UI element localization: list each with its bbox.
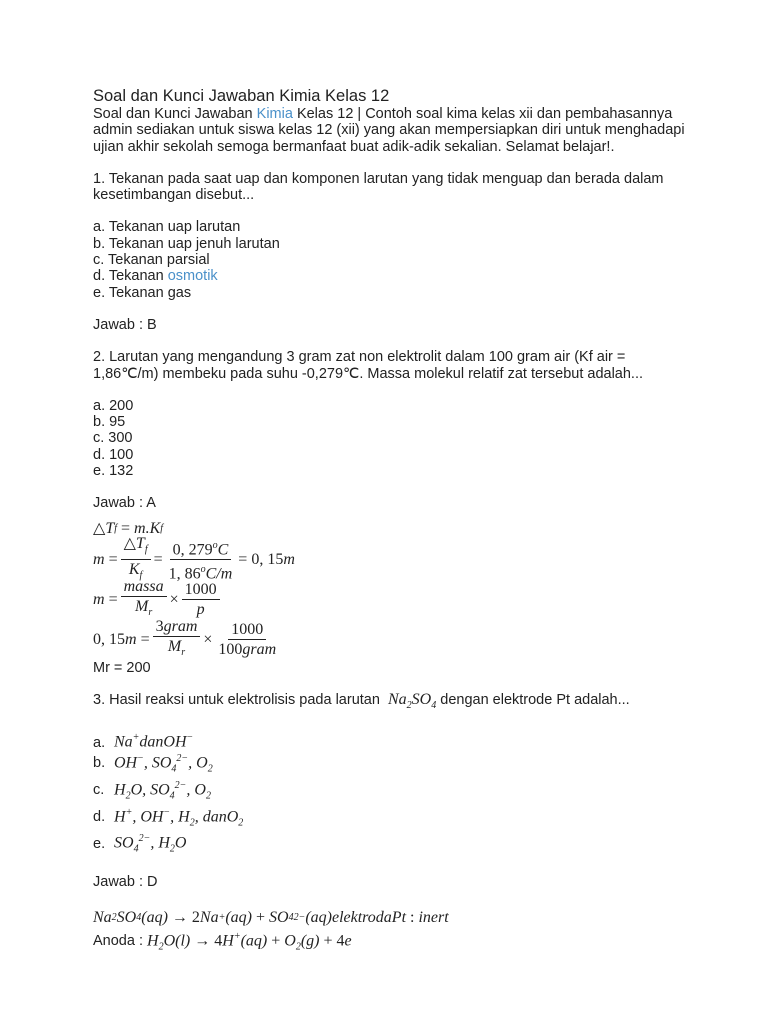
anoda-equation: $H_2O(l) \to 4H^+(aq) + O_2(g) + 4e$ xyxy=(147,930,352,953)
formula-m-massa: m = $\frac{\text{massa}}{M_r}$ × $\frac{1000}{p}$ xyxy=(93,580,693,620)
formula-substitution: 0, 15 m = $\frac{\text{3gram}}{M_r}$ × $\frac{1000}{\text{100gram}}$ xyxy=(93,618,277,659)
anoda-label: Anoda : xyxy=(93,932,143,949)
q3-option-a-formula: Na+danOH− xyxy=(114,732,194,751)
q3-option-d-label: d. xyxy=(93,809,106,825)
osmotik-link[interactable]: osmotik xyxy=(167,268,218,285)
q1-option-a: a. Tekanan uap larutan xyxy=(93,219,241,236)
q3-option-c-label: c. xyxy=(93,782,105,799)
q3-option-d-formula: H+, OH−, $H_2$, danO$_2$ xyxy=(114,806,244,829)
q2-option-e: e. 132 xyxy=(93,463,134,480)
q1-option-e: e. Tekanan gas xyxy=(93,284,192,301)
page-title: Soal dan Kunci Jawaban Kimia Kelas 12 xyxy=(93,87,390,105)
q3-option-a-label: a. xyxy=(93,734,106,751)
q1-option-d xyxy=(93,268,693,284)
q3-option-e-formula: $SO_4^{2-}$, $H_2O$ xyxy=(114,833,187,855)
formula-m-calculation: m = $\frac{\triangle T_f}{K_f}$ = $\frac{0, 279^oC}{1, 86^oC/m}$ = 0, 15 m xyxy=(93,534,295,583)
q2-option-c: c. 300 xyxy=(93,430,133,447)
q3-text-start: 3. Hasil reaksi untuk elektrolisis pada larutan xyxy=(93,691,380,708)
q2-result: Mr = 200 xyxy=(93,659,151,676)
q3-answer: Jawab : D xyxy=(93,874,158,891)
intro-text-end: Kelas 12 | Contoh soal kima kelas xii dan pembahasannya admin sediakan untuk siswa kelas 12 (xii) yang akan mempersiapkan diri untuk menghadapi ujian akhir sekolah semoga bermanfaat buat adik-adik sekalian. Selamat belajar!. xyxy=(93,106,685,155)
q3-option-c xyxy=(93,778,693,805)
question-3 xyxy=(93,692,693,714)
reaction-equation: Na 2 SO 4 (aq) → 2 Na + (aq) + SO 4 2− (aq)elektrodaPt : inert xyxy=(93,908,449,926)
intro-text-start: Soal dan Kunci Jawaban xyxy=(93,106,257,122)
intro-paragraph xyxy=(93,106,693,155)
formula-delta-tf: △ T f = m.K f xyxy=(93,519,164,537)
q2-option-a: a. 200 xyxy=(93,397,134,414)
question-1: 1. Tekanan pada saat uap dan komponen larutan yang tidak menguap dan berada dalam kesetimbangan disebut... xyxy=(93,170,664,204)
q2-formula-block xyxy=(93,518,693,660)
q3-option-d xyxy=(93,805,693,832)
q1-option-d-text: d. Tekanan xyxy=(93,268,168,285)
q3-option-e-label: e. xyxy=(93,835,106,852)
q1-option-b: b. Tekanan uap jenuh larutan xyxy=(93,235,280,252)
anoda-line xyxy=(93,929,693,956)
q3-option-b-formula: OH−, $SO_4^{2-}$, $O_2$ xyxy=(114,753,213,775)
na2so4-formula: $Na_2SO_4$ xyxy=(387,690,437,712)
document-body xyxy=(93,86,693,955)
q1-answer: Jawab : B xyxy=(93,316,157,333)
q3-option-b xyxy=(93,751,693,778)
q3-option-e xyxy=(93,831,693,858)
q1-option-c: c. Tekanan parsial xyxy=(93,252,210,269)
q3-text-end: dengan elektrode Pt adalah... xyxy=(440,691,630,708)
q2-option-d: d. 100 xyxy=(93,446,134,463)
kimia-link[interactable]: Kimia xyxy=(256,106,293,122)
question-2: 2. Larutan yang mengandung 3 gram zat non elektrolit dalam 100 gram air (Kf air = 1,86℃/m) membeku pada suhu -0,279℃. Massa molekul relatif zat tersebut adalah... xyxy=(93,349,644,382)
q2-option-b: b. 95 xyxy=(93,414,126,431)
q3-option-c-formula: $H_2O$, $SO_4^{2-}$, $O_2$ xyxy=(114,779,211,802)
q3-option-a xyxy=(93,730,693,751)
q3-option-b-label: b. xyxy=(93,755,106,772)
q2-answer: Jawab : A xyxy=(93,495,156,512)
